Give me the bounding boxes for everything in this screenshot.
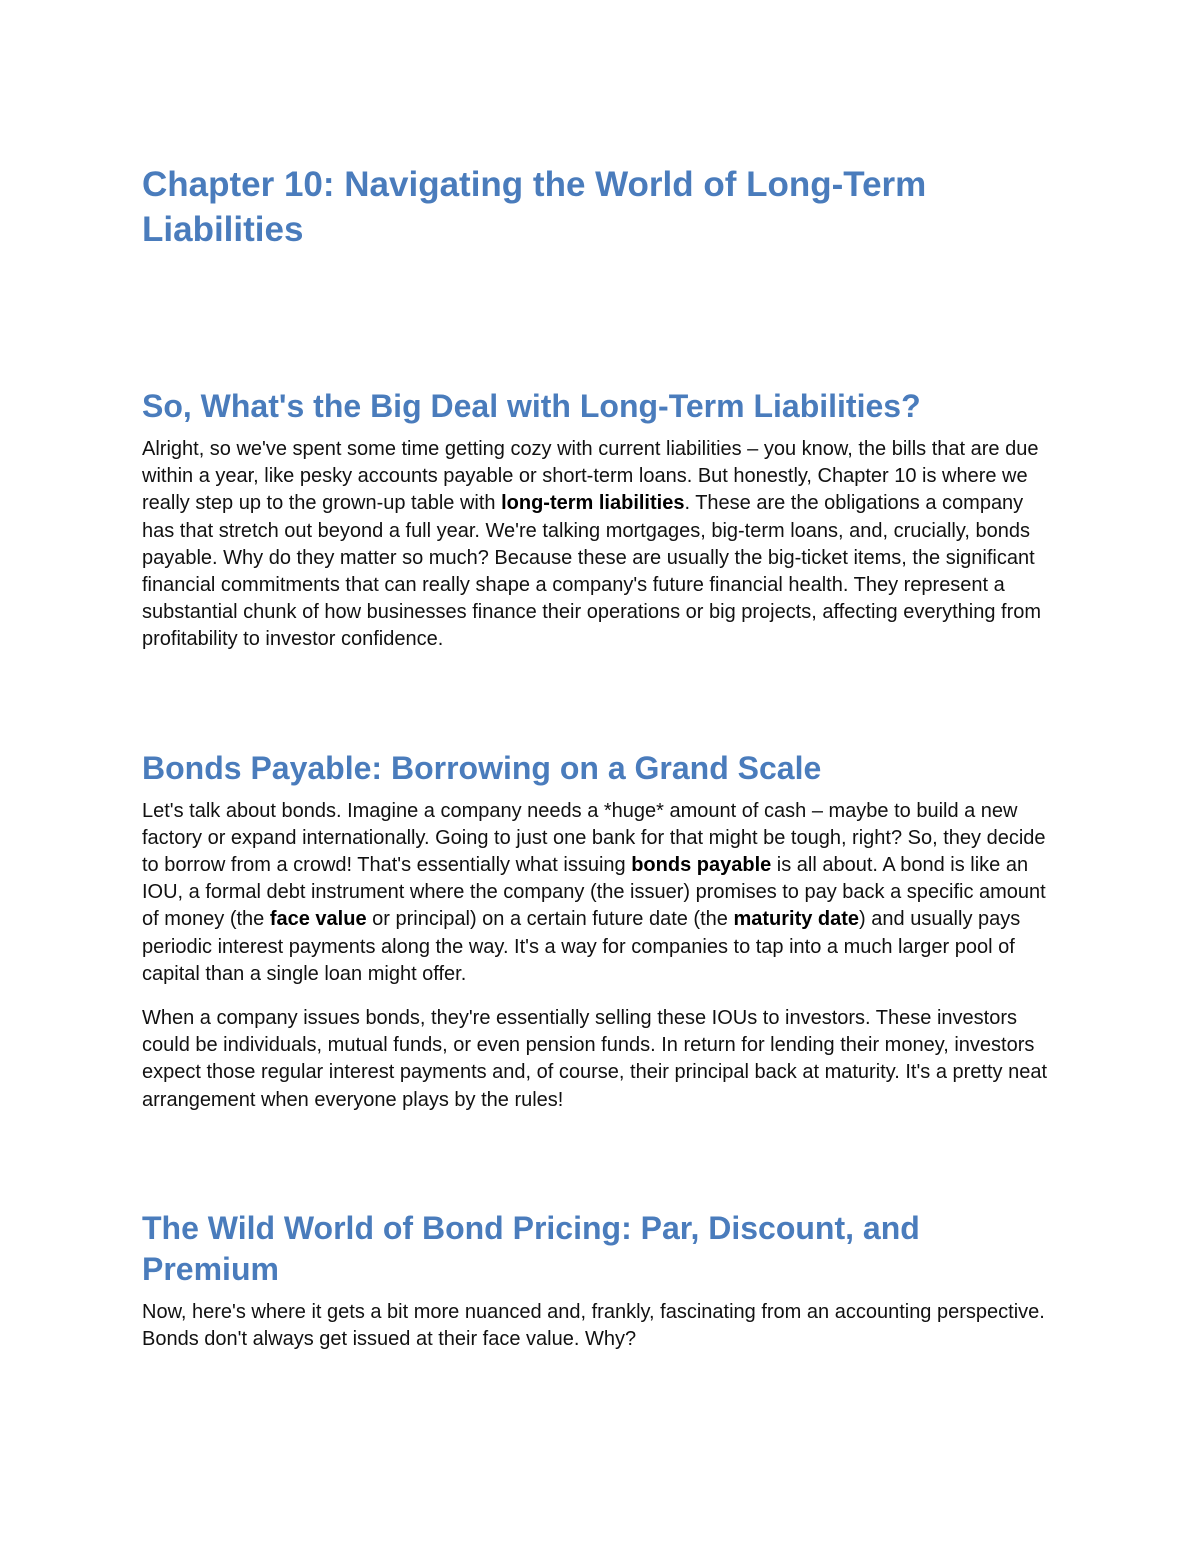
document-body: [142, 162, 1060, 1353]
section-heading-bond-pricing: The Wild World of Bond Pricing: Par, Discount, and Premium: [142, 1209, 920, 1287]
chapter-title: Chapter 10: Navigating the World of Long-Term Liabilities: [142, 165, 927, 249]
paragraph-long-term-liabilities-intro: Alright, so we've spent some time getting cozy with current liabilities – you know, the bills that are due within a year, like pesky accounts payable or short-term loans. But honestly, Chapter 10 is where we really step up to the grown-up table with long-term liabilities. These are the obligations a company has that stretch out beyond a full year. We're talking mortgages, big-term loans, and, crucially, bonds payable. Why do they matter so much? Because these are usually the big-ticket items, the significant financial commitments that can really shape a company's future financial health. They represent a substantial chunk of how businesses finance their operations or big projects, affecting everything from profitability to investor confidence.: [142, 438, 1042, 651]
section-heading-bonds-payable: Bonds Payable: Borrowing on a Grand Scale: [142, 749, 822, 786]
term-bonds-payable: bonds payable: [631, 854, 772, 877]
paragraph-bond-pricing-intro: Now, here's where it gets a bit more nuanced and, frankly, fascinating from an accounting perspective. Bonds don't always get issued at their face value. Why?: [142, 1300, 1045, 1351]
paragraph-bonds-payable-intro: Let's talk about bonds. Imagine a company needs a *huge* amount of cash – maybe to build a new factory or expand internationally. Going to just one bank for that might be tough, right? So, they decide to borrow from a crowd! That's essentially what issuing bonds payable is all about. A bond is like an IOU, a formal debt instrument where the company (the issuer) promises to pay back a specific amount of money (the face value or principal) on a certain future date (the maturity date) and usually pays periodic interest payments along the way. It's a way for companies to tap into a much larger pool of capital than a single loan might offer.: [142, 799, 1046, 985]
term-face-value: face value: [269, 908, 367, 931]
paragraph-bonds-investors: When a company issues bonds, they're essentially selling these IOUs to investors. These investors could be individuals, mutual funds, or even pension funds. In return for lending their money, investors expect those regular interest payments and, of course, their principal back at maturity. It's a pretty neat arrangement when everyone plays by the rules!: [142, 1007, 1048, 1111]
term-maturity-date: maturity date: [733, 908, 860, 931]
section-heading-long-term-liabilities: So, What's the Big Deal with Long-Term Liabilities?: [142, 388, 921, 424]
term-long-term-liabilities: long-term liabilities: [501, 492, 685, 515]
